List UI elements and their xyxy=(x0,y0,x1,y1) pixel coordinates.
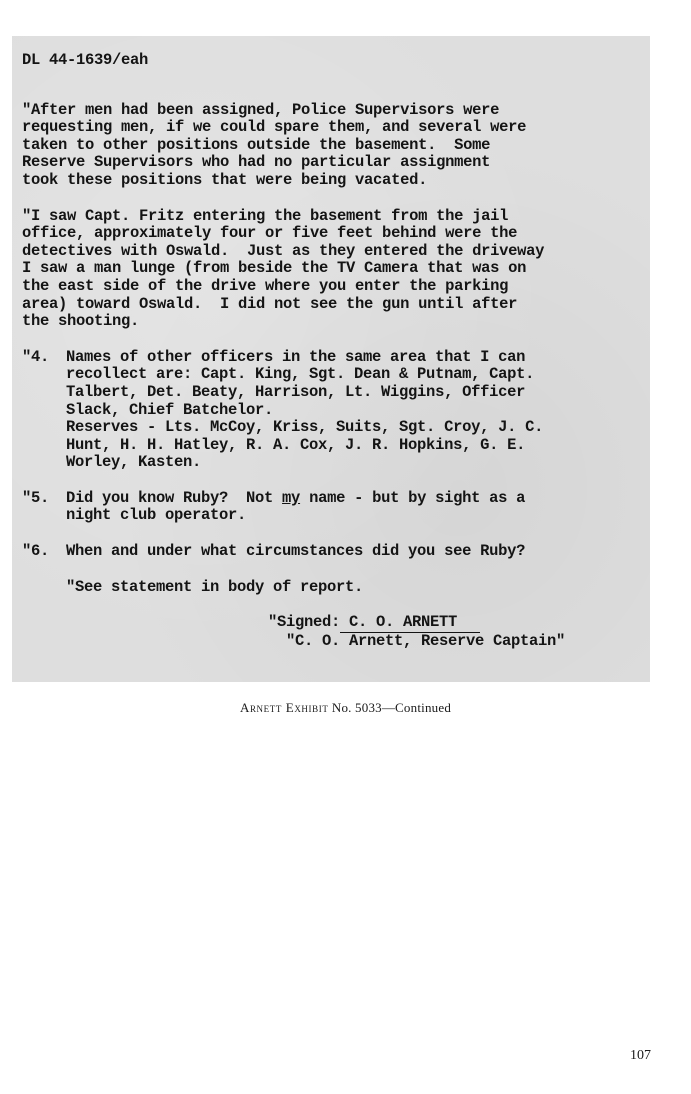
exhibit-label: Arnett Exhibit xyxy=(239,700,329,715)
spacer xyxy=(22,190,652,208)
question-number: "4. xyxy=(22,347,50,366)
question-line: recollect are: Capt. King, Sgt. Dean & Putnam, Capt. xyxy=(66,365,535,384)
exhibit-caption xyxy=(0,700,691,716)
paragraph-line: taken to other positions outside the basement. Some xyxy=(22,135,491,154)
spacer xyxy=(22,472,652,490)
signed-line xyxy=(268,614,652,633)
page-number: 107 xyxy=(630,1048,651,1063)
question-line: Names of other officers in the same area that I can xyxy=(66,347,526,366)
question-line: Talbert, Det. Beaty, Harrison, Lt. Wiggins, Officer xyxy=(66,382,526,401)
answer-line: "See statement in body of report. xyxy=(66,577,364,596)
question-text: Did you know Ruby? Not xyxy=(66,488,283,507)
paragraph-line: the east side of the drive where you enter the parking xyxy=(22,276,509,295)
question-line: When and under what circumstances did you see Ruby? xyxy=(66,542,526,561)
paragraph-line: area) toward Oswald. I did not see the gun until after xyxy=(22,294,518,313)
paragraph-line: the shooting. xyxy=(22,312,140,331)
paragraph-line: requesting men, if we could spare them, and several were xyxy=(22,118,527,137)
paragraph-line: detectives with Oswald. Just as they entered the driveway xyxy=(22,241,545,260)
paragraph-line: I saw a man lunge (from beside the TV Camera that was on xyxy=(22,259,527,278)
spacer xyxy=(22,525,652,543)
file-number: DL 44-1639/eah xyxy=(22,51,149,69)
spacer xyxy=(22,70,652,92)
typed-document-body xyxy=(22,52,652,650)
paragraph-shooting xyxy=(22,208,652,331)
question-4 xyxy=(22,349,652,472)
spacer xyxy=(22,596,652,614)
question-line: Worley, Kasten. xyxy=(66,453,202,472)
signed-name: C. O. ARNETT xyxy=(340,614,480,633)
paragraph-line: "I saw Capt. Fritz entering the basement from the jail xyxy=(22,206,509,225)
spacer xyxy=(22,561,652,579)
signature-block xyxy=(22,614,652,633)
question-line: night club operator. xyxy=(66,506,247,525)
question-text: name - but by sight as a xyxy=(300,488,526,507)
paragraph-line: took these positions that were being vacated. xyxy=(22,170,428,189)
question-line: Slack, Chief Batchelor. xyxy=(66,400,274,419)
question-line xyxy=(66,490,652,508)
question-number: "6. xyxy=(22,542,50,561)
paragraph-line: Reserve Supervisors who had no particular assignment xyxy=(22,153,491,172)
signed-prefix: "Signed: xyxy=(268,613,341,632)
signature-name-block xyxy=(22,633,652,651)
question-5 xyxy=(22,490,652,525)
question-line: Hunt, H. H. Hatley, R. A. Cox, J. R. Hopkins, G. E. xyxy=(66,435,526,454)
question-line: Reserves - Lts. McCoy, Kriss, Suits, Sgt. Croy, J. C. xyxy=(66,418,544,437)
question-6 xyxy=(22,543,652,561)
paragraph-line: office, approximately four or five feet behind were the xyxy=(22,224,518,243)
paragraph-line: "After men had been assigned, Police Supervisors were xyxy=(22,100,500,119)
answer-6 xyxy=(22,579,652,597)
exhibit-number: No. 5033—Continued xyxy=(328,700,452,715)
paragraph-assignment xyxy=(22,102,652,190)
question-number: "5. xyxy=(22,488,50,507)
signature-name-line: "C. O. Arnett, Reserve Captain" xyxy=(286,631,566,650)
spacer xyxy=(22,331,652,349)
underlined-word: my xyxy=(282,488,301,507)
